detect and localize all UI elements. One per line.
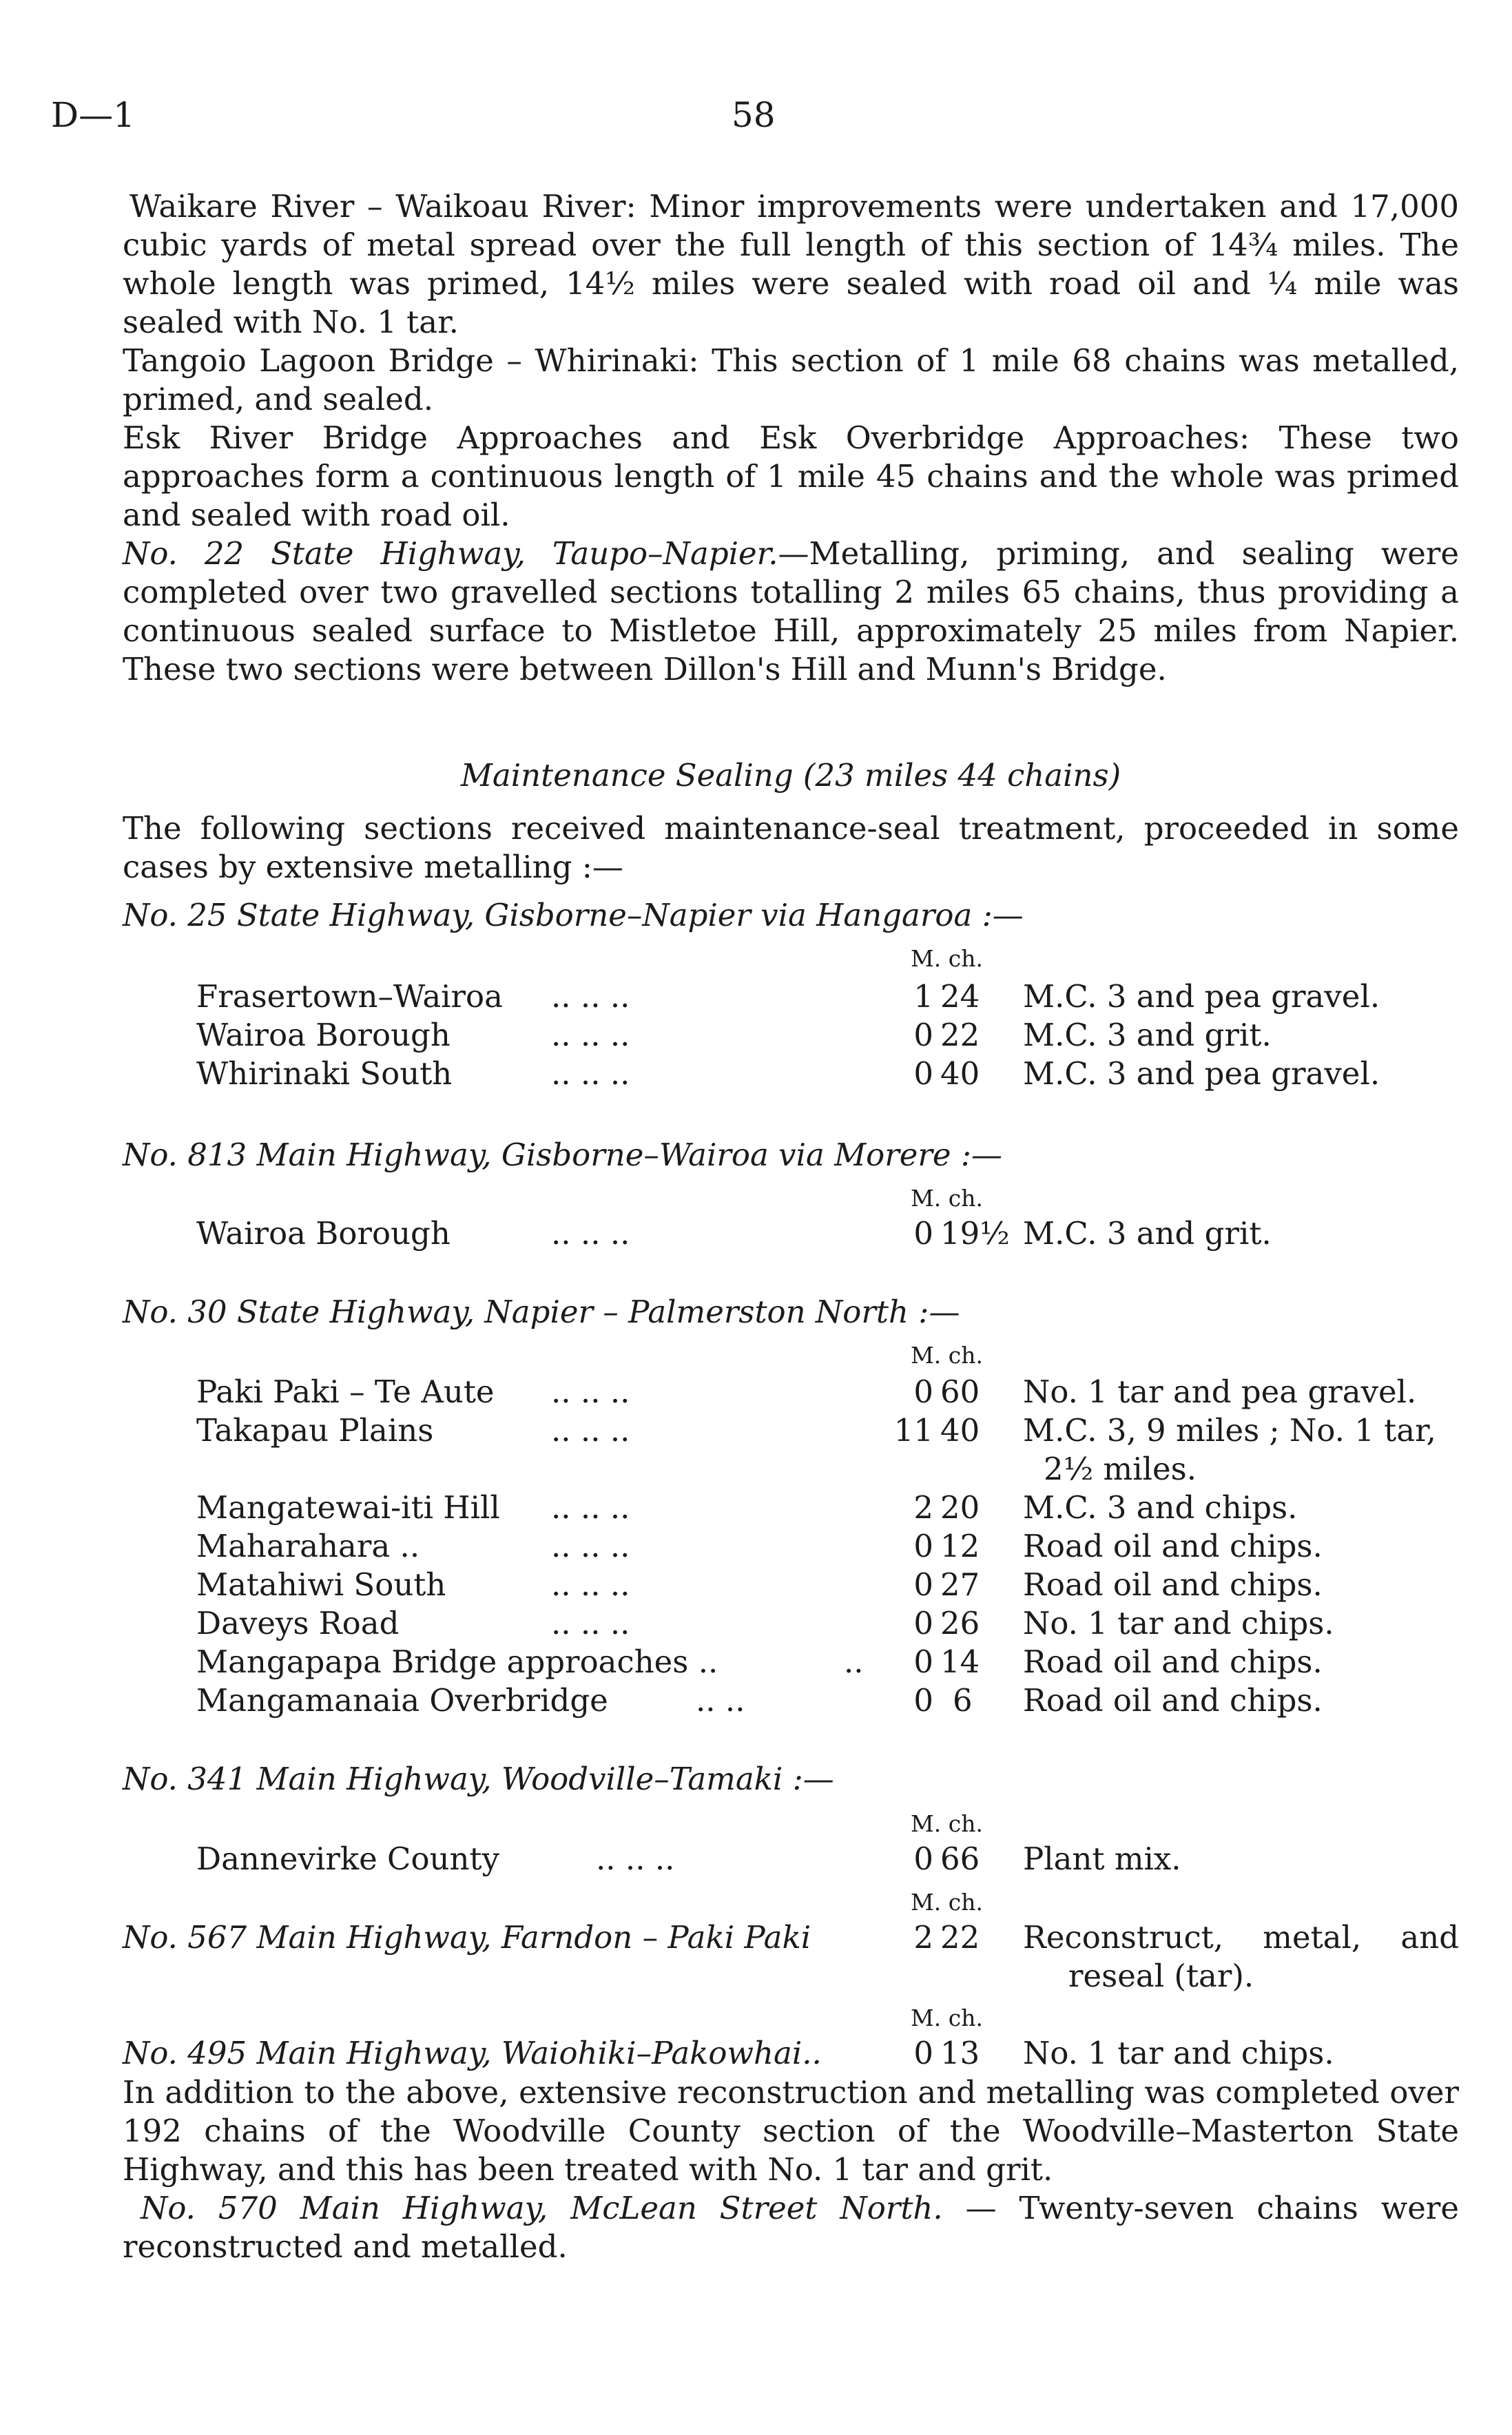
- row-leader: .. ..: [696, 1682, 745, 1719]
- row-name: Takapau Plains: [196, 1412, 434, 1449]
- row-miles: 2: [913, 1919, 933, 1956]
- row-name: Wairoa Borough: [196, 1017, 451, 1053]
- paragraph-tangoio: Tangoio Lagoon Bridge – Whirinaki: This section of 1 mile 68 chains was metalled, primed, and sealed.: [123, 342, 1459, 417]
- row-treatment: M.C. 3 and pea gravel.: [1023, 978, 1380, 1015]
- inline-heading: No. 567 Main Highway, Farndon – Paki Paki: [123, 1919, 811, 1956]
- row-chains: 24: [940, 978, 980, 1015]
- page-number: 58: [732, 95, 776, 135]
- row-chains: 22: [940, 1017, 980, 1053]
- maintenance-title: Maintenance Sealing (23 miles 44 chains): [460, 757, 1121, 794]
- row-leader: .. .. ..: [551, 1055, 630, 1092]
- row-leader: .. .. ..: [551, 1412, 630, 1449]
- row-treatment: M.C. 3, 9 miles ; No. 1 tar,: [1023, 1412, 1436, 1449]
- row-treatment: Road oil and chips.: [1023, 1528, 1323, 1564]
- row-chains: 26: [940, 1605, 980, 1641]
- row-leader: .. .. ..: [551, 1605, 630, 1641]
- paragraph-esk: Esk River Bridge Approaches and Esk Overbridge Approaches: These two approaches form a continuous length of 1 mile 45 chains and the whole was primed and sealed with road oil.: [123, 419, 1459, 533]
- highway-570-title: No. 570 Main Highway, McLean Street North.: [141, 2190, 943, 2226]
- row-chains: 13: [940, 2035, 980, 2071]
- row-miles: 2: [913, 1489, 933, 1526]
- row-chains: 40: [940, 1412, 980, 1449]
- paragraph-woodville: In addition to the above, extensive reconstruction and metalling was completed over 192 chains of the Woodville County section of the Woodville–Masterton State Highway, and this has been treated with No. 1 tar and grit.: [123, 2074, 1459, 2188]
- row-chains: 27: [940, 1566, 980, 1603]
- row-miles: 0: [913, 1055, 933, 1092]
- row-treatment: M.C. 3 and grit.: [1023, 1017, 1272, 1053]
- row-miles: 0: [913, 2035, 933, 2071]
- section-heading-341: No. 341 Main Highway, Woodville–Tamaki :—: [123, 1761, 834, 1797]
- highway-22-title: No. 22 State Highway, Taupo–Napier.: [123, 535, 778, 572]
- row-name: Matahiwi South: [196, 1566, 446, 1603]
- row-treatment: Road oil and chips.: [1023, 1682, 1323, 1719]
- row-treatment: M.C. 3 and chips.: [1023, 1489, 1298, 1526]
- row-name: Frasertown–Wairoa: [196, 978, 503, 1015]
- row-treatment: M.C. 3 and grit.: [1023, 1215, 1272, 1252]
- row-miles: 0: [913, 1841, 933, 1877]
- row-treatment: Road oil and chips.: [1023, 1644, 1323, 1680]
- maintenance-lead: The following sections received maintenance-seal treatment, proceeded in some cases by extensive metalling :—: [123, 810, 1459, 885]
- unit-label: M. ch.: [911, 1342, 983, 1369]
- row-miles: 0: [913, 1566, 933, 1603]
- row-treatment: Reconstruct, metal, and: [1023, 1919, 1460, 1956]
- row-chains: 20: [940, 1489, 980, 1526]
- row-miles: 0: [913, 1374, 933, 1410]
- row-chains: 6: [953, 1682, 973, 1719]
- row-chains: 14: [940, 1644, 980, 1680]
- row-name: Mangamanaia Overbridge: [196, 1682, 608, 1719]
- row-chains: 19½: [940, 1215, 1010, 1252]
- row-name: Mangapapa Bridge approaches ..: [196, 1644, 718, 1680]
- highway-22-text: —Metalling, priming, and sealing were completed over two gravelled sections totalling 2 miles 65 chains, thus providing a continuous sealed surface to Mistletoe Hill, approximately 25 miles from Napier. These two sections were between Dillon's Hill and Munn's Bridge.: [123, 535, 1459, 687]
- row-treatment: M.C. 3 and pea gravel.: [1023, 1055, 1380, 1092]
- row-treatment: No. 1 tar and chips.: [1023, 1605, 1334, 1641]
- row-leader: .. .. ..: [551, 978, 630, 1015]
- row-name: Mangatewai-iti Hill: [196, 1489, 500, 1526]
- row-treatment: No. 1 tar and chips.: [1023, 2035, 1334, 2071]
- row-leader: .. .. ..: [551, 1215, 630, 1252]
- section-heading-30: No. 30 State Highway, Napier – Palmerston North :—: [123, 1294, 960, 1330]
- section-heading-813: No. 813 Main Highway, Gisborne–Wairoa via Morere :—: [123, 1137, 1003, 1173]
- row-miles: 0: [913, 1215, 933, 1252]
- inline-heading: No. 495 Main Highway, Waiohiki–Pakowhai..: [123, 2035, 822, 2071]
- unit-label: M. ch.: [911, 1889, 983, 1916]
- row-chains: 12: [940, 1528, 980, 1564]
- row-treatment-continued: reseal (tar).: [1068, 1958, 1254, 1994]
- row-chains: 66: [940, 1841, 980, 1877]
- row-miles: 11: [893, 1412, 933, 1449]
- row-leader: ..: [844, 1644, 864, 1680]
- row-name: Maharahara ..: [196, 1528, 420, 1564]
- row-treatment: No. 1 tar and pea gravel.: [1023, 1374, 1417, 1410]
- row-leader: .. .. ..: [551, 1489, 630, 1526]
- unit-label: M. ch.: [911, 2004, 983, 2031]
- row-name: Whirinaki South: [196, 1055, 453, 1092]
- row-leader: .. .. ..: [551, 1566, 630, 1603]
- row-chains: 40: [940, 1055, 980, 1092]
- row-miles: 1: [913, 978, 933, 1015]
- paragraph-highway-570: [123, 2189, 1459, 2266]
- row-name: Wairoa Borough: [196, 1215, 451, 1252]
- row-miles: 0: [913, 1528, 933, 1564]
- row-miles: 0: [913, 1644, 933, 1680]
- row-chains: 22: [940, 1919, 980, 1956]
- intro-block: [123, 187, 1459, 689]
- row-miles: 0: [913, 1605, 933, 1641]
- unit-label: M. ch.: [911, 1810, 983, 1837]
- unit-label: M. ch.: [911, 1185, 983, 1212]
- closing-block: [123, 2073, 1459, 2266]
- document-code: D—1: [51, 95, 135, 135]
- row-treatment: Road oil and chips.: [1023, 1566, 1323, 1603]
- row-leader: .. .. ..: [551, 1374, 630, 1410]
- row-leader: .. .. ..: [551, 1528, 630, 1564]
- paragraph-highway-22: [123, 535, 1459, 689]
- unit-label: M. ch.: [911, 945, 983, 972]
- row-leader: .. .. ..: [551, 1017, 630, 1053]
- highway-570-text: — Twenty-seven chains were reconstructed and metalled.: [123, 2190, 1459, 2265]
- section-heading-25: No. 25 State Highway, Gisborne–Napier via Hangaroa :—: [123, 897, 1024, 933]
- row-treatment: Plant mix.: [1023, 1841, 1181, 1877]
- row-name: Paki Paki – Te Aute: [196, 1374, 495, 1410]
- row-chains: 60: [940, 1374, 980, 1410]
- row-name: Dannevirke County: [196, 1841, 500, 1877]
- row-miles: 0: [913, 1682, 933, 1719]
- paragraph-waikare: Waikare River – Waikoau River: Minor improvements were undertaken and 17,000 cubic yards of metal spread over the full length of this section of 14¾ miles. The whole length was primed, 14½ miles were sealed with road oil and ¼ mile was sealed with No. 1 tar.: [123, 188, 1459, 340]
- row-name: Daveys Road: [196, 1605, 400, 1641]
- row-leader: .. .. ..: [596, 1841, 675, 1877]
- row-miles: 0: [913, 1017, 933, 1053]
- row-treatment-continued: 2½ miles.: [1044, 1451, 1197, 1487]
